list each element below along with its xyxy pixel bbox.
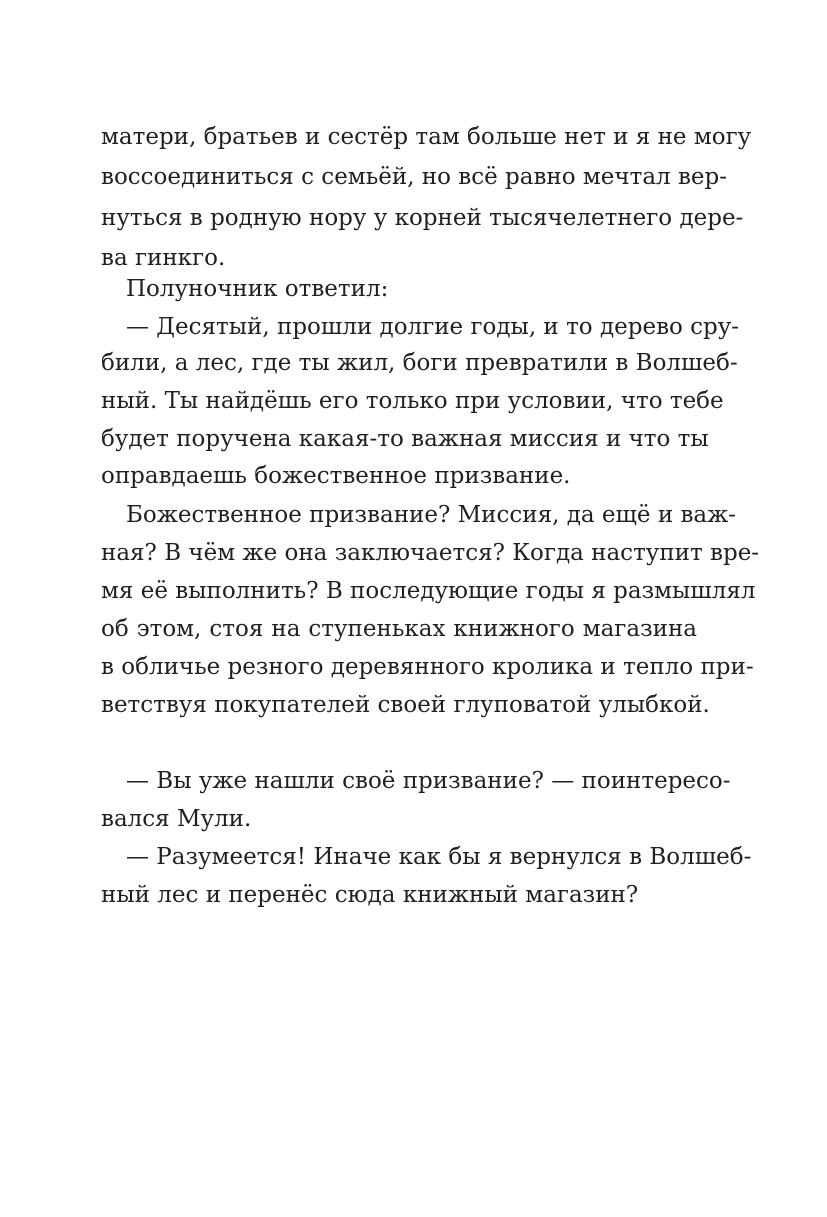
text-line: — Разумеется! Иначе как бы я вернулся в Волшеб- — [126, 844, 752, 870]
text-line: воссоединиться с семьёй, но всё равно мечтал вер- — [101, 164, 728, 190]
text-line: нуться в родную нору у корней тысячелетнего дере- — [101, 205, 744, 231]
text-line: ва гинкго. — [101, 245, 226, 271]
text-line: ная? В чём же она заключается? Когда наступит вре- — [101, 540, 760, 566]
text-line: ный. Ты найдёшь его только при условии, что тебе — [101, 388, 724, 414]
text-line: ный лес и перенёс сюда книжный магазин? — [101, 882, 639, 908]
text-line: мя её выполнить? В последующие годы я размышлял — [101, 578, 756, 604]
text-line: — Вы уже нашли своё призвание? — поинтересо- — [126, 768, 731, 794]
text-line: в обличье резного деревянного кролика и тепло при- — [101, 654, 754, 680]
text-line: вался Мули. — [101, 806, 252, 832]
text-line: матери, братьев и сестёр там больше нет и я не могу — [101, 124, 752, 150]
text-line: били, а лес, где ты жил, боги превратили в Волшеб- — [101, 350, 738, 376]
text-line: ветствуя покупателей своей глуповатой улыбкой. — [101, 692, 710, 718]
text-line: Полуночник ответил: — [126, 276, 389, 302]
text-line: оправдаешь божественное призвание. — [101, 463, 571, 489]
text-line: Божественное призвание? Миссия, да ещё и важ- — [126, 502, 737, 528]
text-line: об этом, стоя на ступеньках книжного магазина — [101, 616, 697, 642]
text-line: будет поручена какая-то важная миссия и что ты — [101, 426, 709, 452]
text-line: — Десятый, прошли долгие годы, и то дерево сру- — [126, 314, 740, 340]
